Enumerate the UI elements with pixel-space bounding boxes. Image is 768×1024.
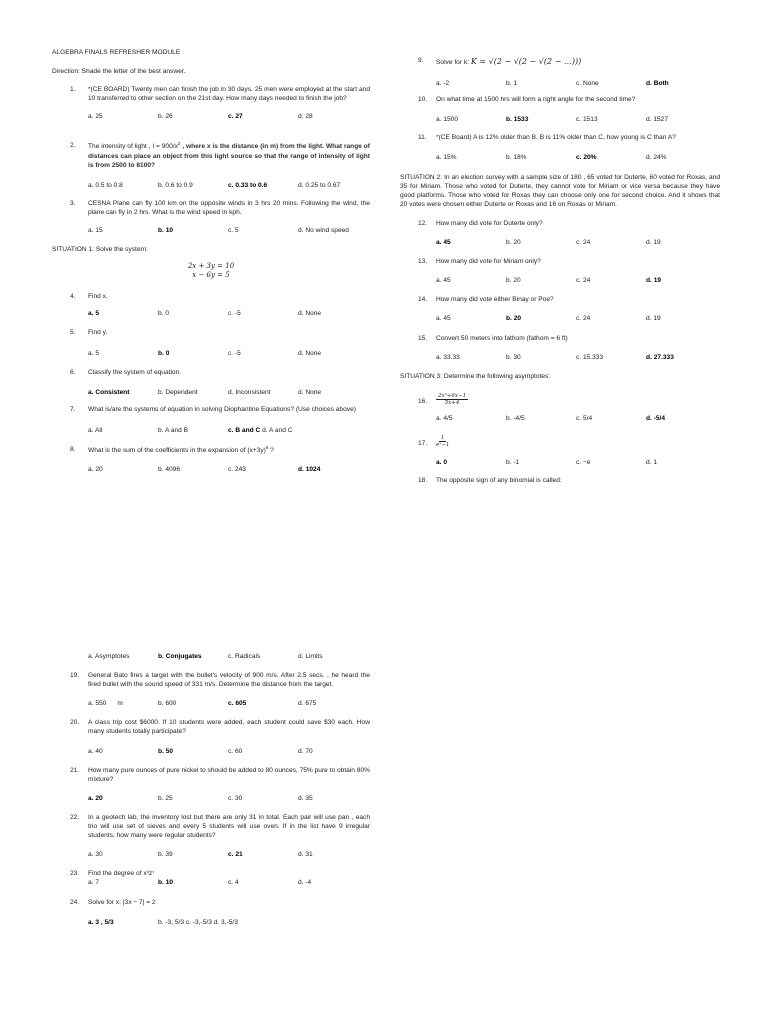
option[interactable]: a. 5 (88, 350, 99, 358)
option[interactable]: a. 550 m (88, 700, 123, 708)
situation-1-heading: SITUATION 1: Solve the system: (52, 246, 148, 254)
question-18: 18. The opposite sign of any binomial is called: (418, 477, 562, 485)
option-selected[interactable]: d. -5/4 (646, 414, 666, 422)
left-column (52, 48, 370, 474)
option[interactable]: a. 0.5 to 0.8 (88, 181, 123, 189)
fraction: $\frac{\text{2x³+6x−1}}{5x+4}$ (438, 392, 467, 406)
equation-2: x − 6y = 5 (192, 271, 230, 280)
option-selected[interactable]: a. 5 (88, 310, 99, 317)
option[interactable]: d. 24% (646, 154, 667, 162)
option[interactable]: b. 39 (158, 851, 173, 859)
question-7: 7. What is/are the systems of equation in solving Diophantine Equations? (Use choices above) (70, 406, 356, 414)
question-17-options (400, 458, 720, 467)
option[interactable]: d. Inconsistent (228, 389, 271, 397)
option-selected[interactable]: d. 1024 (298, 465, 321, 473)
question-2: 2. The intensity of light , $I = 900/x^2$ , where x is the distance (in m) from the light. What range of distances can place an object from this light source so that the range of intensity of light is from 2500 to 8100? (70, 141, 370, 169)
option-group (228, 426, 293, 435)
option-selected[interactable]: a. 3 , 5/3 (88, 918, 114, 926)
option[interactable]: d. 70 (298, 747, 313, 755)
question-20-options (52, 747, 370, 756)
option-selected[interactable]: b. Conjugates (158, 653, 202, 660)
option[interactable]: a. 30 (88, 851, 103, 859)
option-selected[interactable]: b. 1533 (506, 116, 529, 124)
option[interactable]: d. -4 (298, 879, 312, 887)
question-11-options (400, 153, 720, 162)
question-9: 9. Solve for k: K = √(2 − √(2 − √(2 − …))) (418, 57, 582, 66)
option[interactable]: b. 26 (158, 113, 173, 121)
question-4: 4. Find x. (70, 292, 108, 300)
option[interactable]: c. 15.333 (576, 353, 604, 361)
question-23-options (52, 878, 370, 887)
question-3: 3. CESNA Plane can fly 100 km on the opposite winds in 3 hrs 20 mins. Following the wind, the plane can fly in 2 hrs. What is the wind speed in kph. (70, 200, 370, 217)
question-16: 16. $\frac{\text{2x³+6x−1}}{5x+4}$ (418, 392, 467, 406)
option[interactable]: a. 33.33 (436, 353, 460, 361)
fraction: $\frac{1}{\text{eˣ−1}}$ (436, 434, 450, 449)
option[interactable]: d. Limits (298, 653, 323, 660)
option[interactable]: a. 15 (88, 227, 103, 235)
question-18-options (52, 652, 370, 661)
option[interactable]: b. 0 (158, 310, 169, 317)
option[interactable]: d. 0.25 to 0.67 (298, 181, 341, 189)
option[interactable]: b. -3, 5/3 c. -3,-5/3 d. 3,-5/3 (158, 918, 238, 926)
option[interactable]: b. 30 (506, 353, 521, 361)
option[interactable]: a. 7 (88, 879, 99, 887)
equation-1: 2x + 3y = 10 (187, 262, 235, 271)
option-selected[interactable]: c. 0.33 to 0.6 (228, 181, 268, 189)
question-15-options (400, 353, 720, 362)
option[interactable]: b. 18% (506, 154, 527, 162)
situation-3-heading: SITUATION 3: Determine the following asymptotes: (400, 372, 551, 380)
question-1-text: *(CE BOARD) Twenty men can finish the job in 30 days. 25 men were employed at the start and 10 transferred to other section on the 21st day. How many days needed to finish the job? (88, 86, 370, 103)
option[interactable]: d. 19 (646, 315, 661, 323)
option-selected[interactable]: a. 45 (436, 239, 451, 247)
option[interactable]: a. 20 (88, 465, 103, 473)
question-24: 24. Solve for x: |3x − 7| = 2 (70, 898, 156, 906)
option[interactable]: b. -4/5 (506, 414, 525, 422)
question-10-options (400, 115, 720, 124)
question-11: 11. *(CE Board) A is 12% older than B, B is 11% older than C, how young is C than A? (418, 134, 676, 142)
option[interactable]: c. −e (576, 459, 591, 467)
option[interactable]: c. None (576, 80, 599, 88)
option[interactable]: b. 0.6 to 0.9 (158, 181, 193, 189)
option[interactable]: c. -5 (228, 310, 241, 317)
option[interactable]: c. Radicals (228, 653, 261, 660)
question-7-options (52, 426, 370, 435)
option[interactable]: a. 45 (436, 315, 451, 323)
directions: Direction: Shade the letter of the best answer. (52, 68, 186, 76)
question-15: 15. Convert 50 meters into fathom (fathom = 6 ft) (418, 334, 568, 342)
option-selected[interactable]: d. Both (646, 80, 669, 88)
option-selected[interactable]: a. Consistent (88, 389, 130, 397)
option[interactable]: a. All (88, 426, 103, 434)
option-selected[interactable]: b. 50 (158, 747, 174, 755)
option[interactable]: c. 30 (228, 794, 243, 802)
document-title: ALGEBRA FINALS REFRESHER MODULE (52, 49, 181, 56)
option[interactable]: d. None (298, 389, 322, 397)
option[interactable]: d. 28 (298, 113, 313, 121)
question-14-options (400, 314, 720, 323)
question-8-options (52, 465, 370, 474)
option-selected[interactable]: b. 0 (158, 350, 170, 358)
option[interactable]: b. 4096 (158, 465, 180, 473)
option[interactable]: b. A and B (158, 426, 189, 434)
option[interactable]: b. 20 (506, 277, 521, 285)
question-5: 5. Find y. (70, 329, 108, 337)
option-selected[interactable]: a. 0 (436, 459, 447, 467)
question-23: 23. Find the degree of x³z⁷ (70, 870, 155, 878)
equation-system (52, 262, 370, 280)
option[interactable]: a. Asymptotes (88, 653, 130, 660)
question-6: 6. Classify the system of equation. (70, 369, 182, 377)
right-column (400, 48, 720, 485)
question-22: 22. In a geotech lab, the inventory lost but there are only 31 in total. Each pair will use pan , each trio will use set of sieves and every 5 students will use oven. If in the list have 9 irregular students, how many were regular students? (70, 813, 370, 840)
question-17: 17. $\frac{1}{\text{eˣ−1}}$ (418, 434, 450, 449)
question-1: 1. *(CE BOARD) Twenty men can finish the job in 30 days. 25 men were employed at the start and 10 transferred to other section on the 21st day. How many days needed to finish the job? (70, 86, 370, 103)
option-selected[interactable]: b. 10 (158, 227, 174, 235)
option[interactable]: d. None (298, 310, 322, 317)
question-19: 19. General Bato fires a target with the bullet's velocity of 900 m/s. After 2.5 secs. , he heard the fired bullet with the sound speed of 331 m/s. Determine the distance from the target. (70, 672, 370, 689)
option[interactable]: b. 1 (506, 80, 517, 88)
option[interactable]: d. 675 (298, 700, 317, 708)
option-selected[interactable]: c. 21 (228, 851, 243, 859)
question-3-text: CESNA Plane can fly 100 km on the opposite winds in 3 hrs 20 mins. Following the wind, the plane can fly in 2 hrs. What is the wind speed in kph. (88, 200, 370, 217)
question-1-options (52, 112, 370, 121)
option[interactable]: c. 5/4 (576, 414, 593, 422)
question-24-options (52, 918, 370, 927)
option[interactable]: c. 1513 (576, 116, 598, 124)
option[interactable]: d. 19 (646, 239, 661, 247)
question-13: 13. How many did vote for Miriam only? (418, 258, 541, 266)
option-selected[interactable]: d. 19 (646, 277, 662, 285)
option[interactable]: d. A and C (262, 426, 293, 434)
option[interactable]: b. -1 (506, 459, 520, 467)
option[interactable]: d. 1527 (646, 116, 668, 124)
option-selected[interactable]: c. B and C (228, 426, 261, 434)
question-6-options (52, 388, 370, 397)
option[interactable]: d. 31 (298, 851, 313, 859)
option[interactable]: c. 5 (228, 227, 239, 235)
option[interactable]: a. 40 (88, 747, 103, 755)
option[interactable]: a. 45 (436, 277, 451, 285)
option[interactable]: b. 25 (158, 794, 173, 802)
option-selected[interactable]: d. 27.333 (646, 353, 674, 361)
option[interactable]: c. 24 (576, 277, 591, 285)
option[interactable]: d. None (298, 350, 322, 358)
bottom-section (52, 652, 370, 927)
option[interactable]: c. 60 (228, 747, 243, 755)
option[interactable]: c. 243 (228, 465, 246, 473)
question-21: 21. How many pure ounces of pure nickel to should be added to 80 ounces, 75% pure to obtain 80% mixture? (70, 766, 370, 783)
option[interactable]: a. 15% (436, 154, 457, 162)
option-selected[interactable]: a. 20 (88, 794, 103, 802)
question-20: 20. A class trip cost $6000. If 10 students were added, each student could save $30 each. How many students totally participate? (70, 719, 370, 736)
question-14: 14. How many did vote either Binay or Poe? (418, 296, 554, 304)
option[interactable]: a. 1500 (436, 116, 458, 124)
question-8: 8. What is the sum of the coefficients in the expansion of $(x+3y)^6$ ? (70, 444, 274, 454)
option[interactable]: c. 24 (576, 239, 591, 247)
option-selected[interactable]: c. 605 (228, 700, 247, 708)
option[interactable]: a. 25 (88, 113, 103, 121)
option[interactable]: d. 1 (646, 459, 657, 467)
option[interactable]: d. No wind speed (298, 227, 349, 235)
option[interactable]: c. 4 (228, 879, 239, 887)
situation-2-text: SITUATION 2: In an election survey with a sample size of 180 , 65 voted for Duterte, 60 voted for Roxas, and 35 for Miriam. Those who voted for Duterte, they cannot vote for Miriam or vice versa because they have good platforms. Those who voted for Roxas they can choose only one for second choice. And it shows that 20 votes were chosen either Duterte or Roxas and 16 on Roxas or Miriam. (400, 173, 720, 208)
option-selected[interactable]: c. 20% (576, 154, 597, 162)
question-22-options (52, 850, 370, 859)
option[interactable]: c. -5 (228, 350, 241, 358)
option[interactable]: a. -2 (436, 80, 450, 88)
option[interactable]: b. Dependent (158, 389, 198, 397)
question-4-options (52, 309, 370, 318)
option-selected[interactable]: b. 10 (158, 879, 174, 887)
question-12: 12. How many did vote for Duterte only? (418, 219, 543, 227)
question-5-options (52, 349, 370, 358)
option[interactable]: c. 24 (576, 315, 591, 323)
option[interactable]: d. 35 (298, 794, 313, 802)
question-2-options (52, 181, 370, 190)
option[interactable]: a. 4/5 (436, 414, 453, 422)
option-selected[interactable]: c. 27 (228, 113, 243, 121)
radical-formula: K = √(2 − √(2 − √(2 − …))) (470, 57, 582, 66)
question-10: 10. On what time at 1500 hrs will form a right angle for the second time? (418, 96, 636, 104)
question-12-options (400, 238, 720, 247)
question-19-options (52, 699, 370, 708)
question-16-options (400, 414, 720, 423)
option[interactable]: b. 20 (506, 239, 521, 247)
option[interactable]: b. 600 (158, 700, 177, 708)
question-13-options (400, 276, 720, 285)
option-selected[interactable]: b. 20 (506, 315, 522, 323)
question-3-options (52, 226, 370, 235)
question-9-options (400, 79, 720, 88)
question-21-options (52, 794, 370, 803)
